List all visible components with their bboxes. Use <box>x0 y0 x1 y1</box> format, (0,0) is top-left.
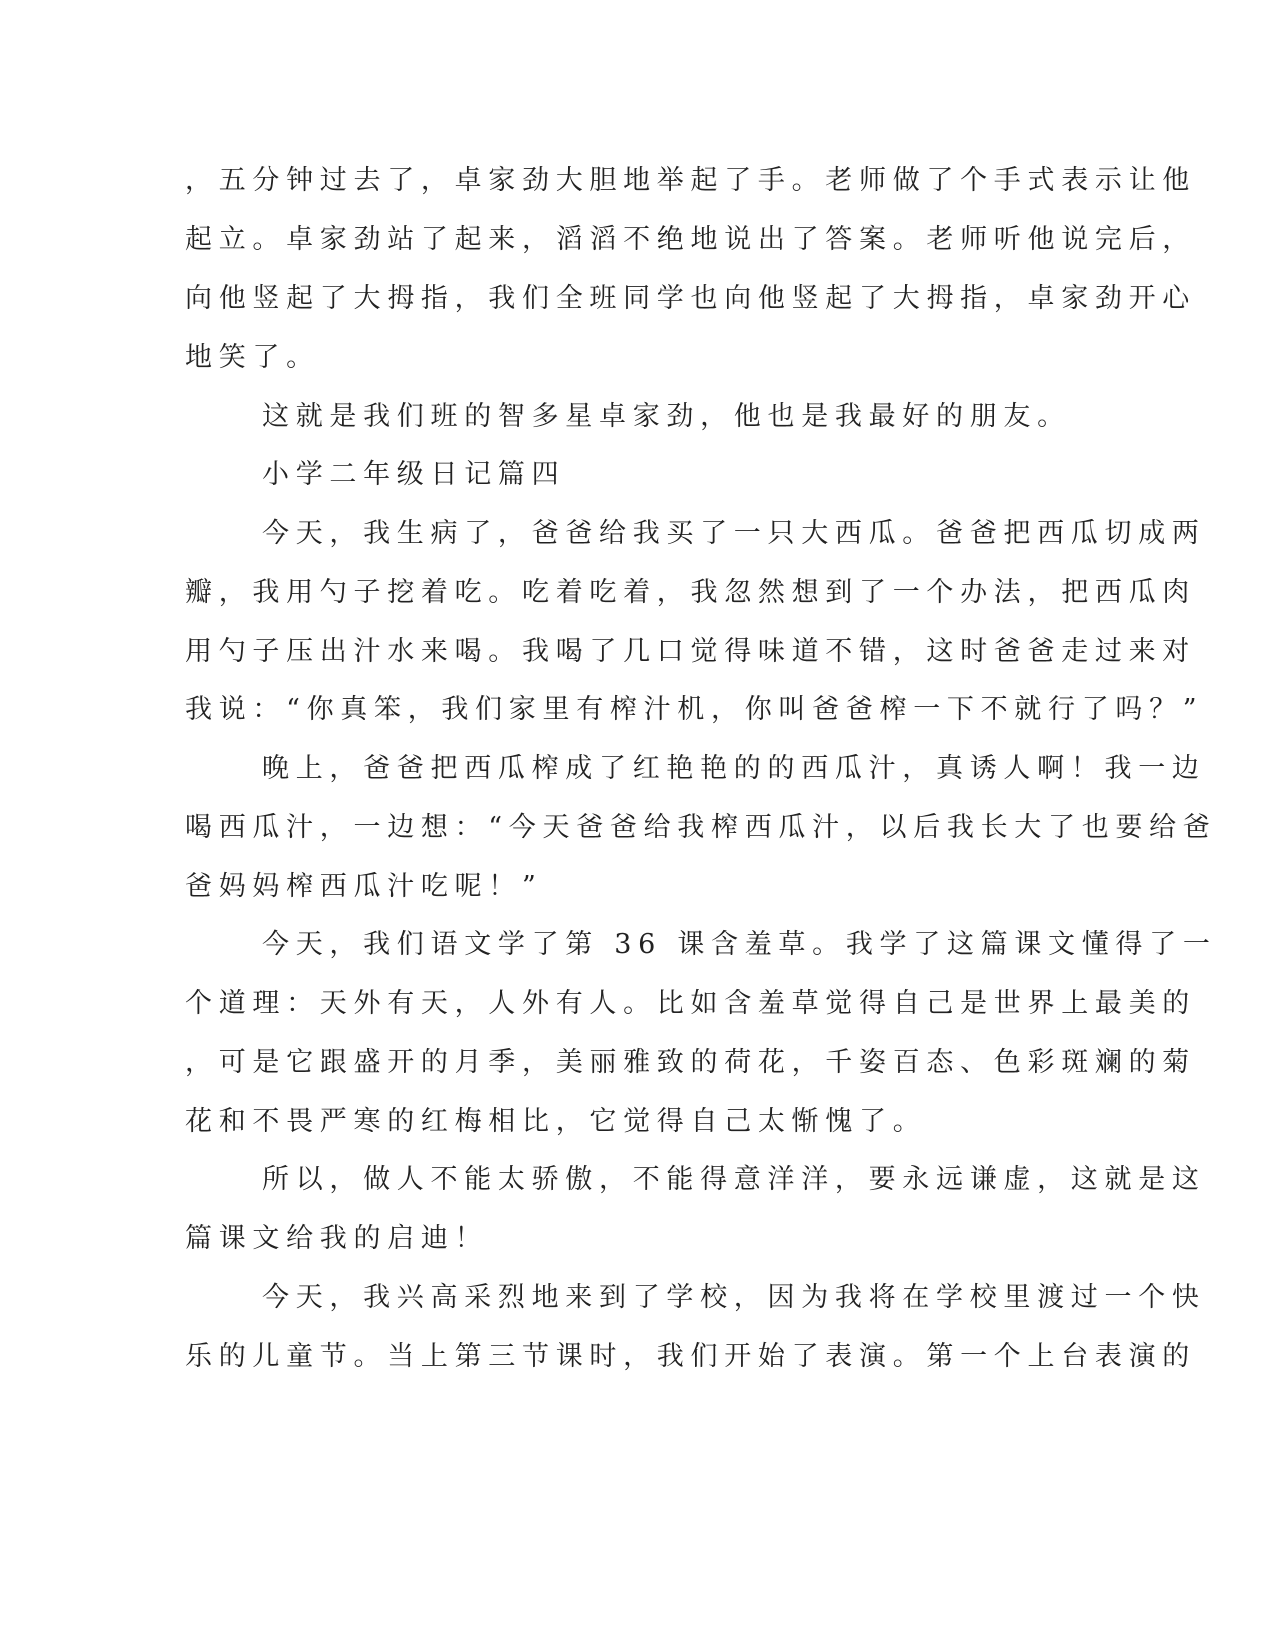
text-line: 所以，做人不能太骄傲，不能得意洋洋，要永远谦虚，这就是这 <box>262 1164 1206 1195</box>
text-line: ，五分钟过去了，卓家劲大胆地举起了手。老师做了个手式表示让他 <box>185 165 1196 196</box>
text-line: 地笑了。 <box>185 342 320 373</box>
text-line: 这就是我们班的智多星卓家劲，他也是我最好的朋友。 <box>262 401 1071 432</box>
text-line: 用勺子压出汁水来喝。我喝了几口觉得味道不错，这时爸爸走过来对 <box>185 636 1196 667</box>
text-line: 今天，我生病了，爸爸给我买了一只大西瓜。爸爸把西瓜切成两 <box>262 518 1206 549</box>
text-line: 爸妈妈榨西瓜汁吃呢！” <box>185 871 543 902</box>
text-line: 个道理：天外有天，人外有人。比如含羞草觉得自己是世界上最美的 <box>185 988 1196 1019</box>
text-line: 篇课文给我的启迪！ <box>185 1223 489 1254</box>
text-line: 乐的儿童节。当上第三节课时，我们开始了表演。第一个上台表演的 <box>185 1341 1196 1372</box>
text-line: 今天，我们语文学了第 36 课含羞草。我学了这篇课文懂得了一 <box>262 929 1217 960</box>
text-line: 起立。卓家劲站了起来，滔滔不绝地说出了答案。老师听他说完后， <box>185 224 1196 255</box>
text-line: 瓣，我用勺子挖着吃。吃着吃着，我忽然想到了一个办法，把西瓜肉 <box>185 577 1196 608</box>
text-line: 喝西瓜汁，一边想：“今天爸爸给我榨西瓜汁，以后我长大了也要给爸 <box>185 812 1217 843</box>
text-line: ，可是它跟盛开的月季，美丽雅致的荷花，千姿百态、色彩斑斓的菊 <box>185 1047 1196 1078</box>
text-line: 我说：“你真笨，我们家里有榨汁机，你叫爸爸榨一下不就行了吗？” <box>185 694 1204 725</box>
text-line: 晚上，爸爸把西瓜榨成了红艳艳的的西瓜汁，真诱人啊！我一边 <box>262 753 1206 784</box>
text-line: 向他竖起了大拇指，我们全班同学也向他竖起了大拇指，卓家劲开心 <box>185 283 1196 314</box>
text-line: 今天，我兴高采烈地来到了学校，因为我将在学校里渡过一个快 <box>262 1282 1206 1313</box>
text-line: 花和不畏严寒的红梅相比，它觉得自己太惭愧了。 <box>185 1106 927 1137</box>
section-heading: 小学二年级日记篇四 <box>262 459 566 490</box>
